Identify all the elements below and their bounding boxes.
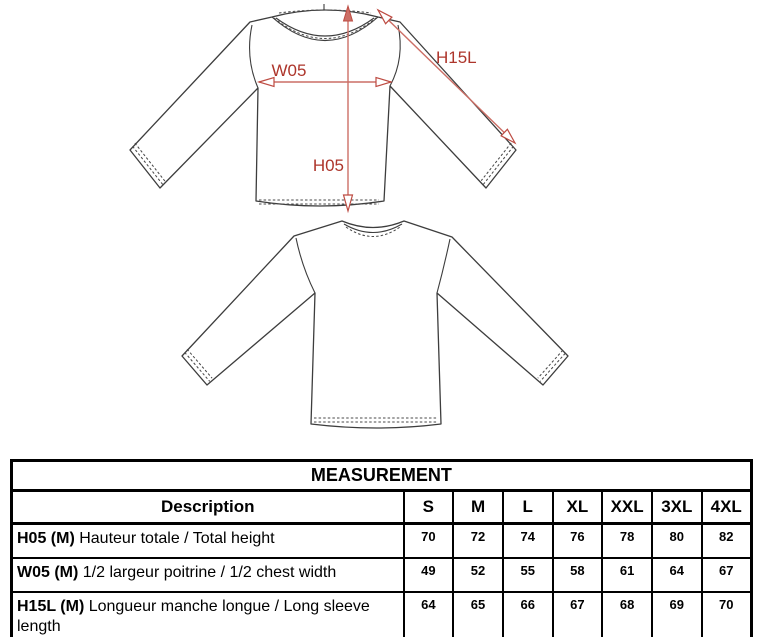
value-h05-xl: 76 bbox=[553, 524, 603, 558]
value-h15l-4xl: 70 bbox=[702, 592, 752, 637]
size-column-header-3xl: 3XL bbox=[652, 491, 702, 524]
measurement-row-w05 bbox=[12, 558, 752, 592]
h05-label: H05 bbox=[312, 156, 344, 175]
back-body-outline bbox=[182, 221, 568, 428]
h15l-label: H15L bbox=[436, 48, 477, 67]
size-column-header-4xl: 4XL bbox=[702, 491, 752, 524]
front-body-outline bbox=[130, 10, 516, 206]
value-h05-3xl: 80 bbox=[652, 524, 702, 558]
size-column-header-l: L bbox=[503, 491, 553, 524]
back-view-drawing bbox=[182, 221, 568, 428]
table-title-row bbox=[12, 461, 752, 491]
size-column-header-s: S bbox=[404, 491, 454, 524]
measurement-table bbox=[10, 459, 753, 637]
value-w05-l: 55 bbox=[503, 558, 553, 592]
description-column-header: Description bbox=[12, 491, 404, 524]
value-w05-3xl: 64 bbox=[652, 558, 702, 592]
w05-label: W05 bbox=[271, 61, 307, 80]
value-h15l-xl: 67 bbox=[553, 592, 603, 637]
value-w05-s: 49 bbox=[404, 558, 454, 592]
size-column-header-xl: XL bbox=[553, 491, 603, 524]
value-h15l-xxl: 68 bbox=[602, 592, 652, 637]
table-title: MEASUREMENT bbox=[12, 461, 752, 491]
row-description: H15L (M) Longueur manche longue / Long sleeve length bbox=[12, 592, 404, 637]
table-header-row bbox=[12, 491, 752, 524]
value-w05-4xl: 67 bbox=[702, 558, 752, 592]
measurement-row-h15l bbox=[12, 592, 752, 637]
size-column-header-xxl: XXL bbox=[602, 491, 652, 524]
value-h15l-m: 65 bbox=[453, 592, 503, 637]
front-view-drawing bbox=[130, 4, 516, 206]
value-h05-xxl: 78 bbox=[602, 524, 652, 558]
value-w05-xl: 58 bbox=[553, 558, 603, 592]
row-description: H05 (M) Hauteur totale / Total height bbox=[12, 524, 404, 558]
value-h15l-l: 66 bbox=[503, 592, 553, 637]
value-h05-4xl: 82 bbox=[702, 524, 752, 558]
value-h15l-3xl: 69 bbox=[652, 592, 702, 637]
value-h15l-s: 64 bbox=[404, 592, 454, 637]
measurement-row-h05 bbox=[12, 524, 752, 558]
value-h05-l: 74 bbox=[503, 524, 553, 558]
value-h05-s: 70 bbox=[404, 524, 454, 558]
row-description: W05 (M) 1/2 largeur poitrine / 1/2 chest width bbox=[12, 558, 404, 592]
value-w05-m: 52 bbox=[453, 558, 503, 592]
size-column-header-m: M bbox=[453, 491, 503, 524]
value-w05-xxl: 61 bbox=[602, 558, 652, 592]
value-h05-m: 72 bbox=[453, 524, 503, 558]
